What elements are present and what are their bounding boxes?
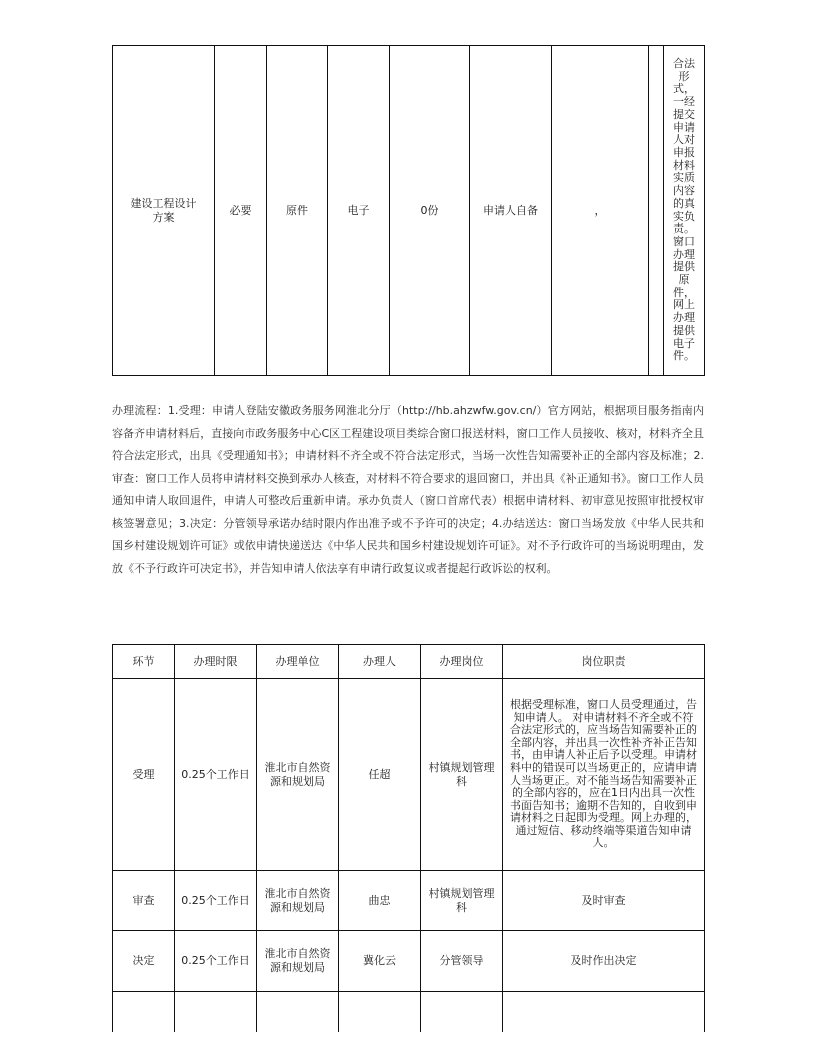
table-row-partial: [113, 992, 705, 1032]
table-row: [113, 931, 705, 992]
row-post: 村镇规划管理科: [421, 871, 503, 931]
materials-table: [112, 45, 705, 376]
row-person: 曲忠: [339, 871, 421, 931]
row-duty: 及时作出决定: [503, 931, 705, 992]
header-post: 办理岗位: [421, 645, 503, 679]
material-necessity: 必要: [215, 46, 267, 376]
material-type: 原件: [267, 46, 328, 376]
row-step: 审查: [113, 871, 175, 931]
header-person: 办理人: [339, 645, 421, 679]
empty-cell: [339, 992, 421, 1032]
empty-cell: [421, 992, 503, 1032]
row-time: 0.25个工作日: [175, 871, 257, 931]
process-description: 办理流程：1.受理：申请人登陆安徽政务服务网淮北分厅（http://hb.ahzwfw.gov.cn/）官方网站，根据项目服务指南内容备齐申请材料后，直接向市政务服务中心C区工程建设项目类综合窗口报送材料，窗口工作人员接收、核对，材料齐全且符合法定形式，出具《受理通知书》；申请材料不齐全或不符合法定形式，当场一次性告知需要补正的全部内容及标准；2.审查：窗口工作人员将申请材料交换到承办人核查，对材料不符合要求的退回窗口，并出具《补正通知书》。窗口工作人员通知申请人取回退件，申请人可整改后重新申请。承办负责人（窗口首席代表）根据申请材料、初审意见按照审批授权审核签署意见；3.决定：分管领导承诺办结时限内作出准予或不予许可的决定；4.办结送达：窗口当场发放《中华人民共和国乡村建设规划许可证》或依申请快递送达《中华人民共和国乡村建设规划许可证》。对不予行政许可的当场说明理由，发放《不予行政许可决定书》，并告知申请人依法享有申请行政复议或者提起行政诉讼的权利。: [112, 404, 704, 575]
row-duty: 根据受理标准，窗口人员受理通过，告知申请人。 对申请材料不齐全或不符合法定形式的，应当场告知需要补正的全部内容，并出具一次性补齐补正告知书，由申请人补正后予以受理。申请材料中的错误可以当场更正的，应请申请人当场更正。对不能当场告知需要补正的全部内容的，应在1日内出具一次性书面告知书；逾期不告知的，自收到申请材料之日起即为受理。网上办理的，通过短信、移动终端等渠道告知申请人。: [503, 679, 705, 871]
row-step: 受理: [113, 679, 175, 871]
row-time: 0.25个工作日: [175, 679, 257, 871]
material-name: 建设工程设计方案: [113, 46, 215, 376]
table-header-row: [113, 645, 705, 679]
row-unit: 淮北市自然资源和规划局: [257, 679, 339, 871]
row-post: 分管领导: [421, 931, 503, 992]
header-step: 环节: [113, 645, 175, 679]
row-time: 0.25个工作日: [175, 931, 257, 992]
header-duty: 岗位职责: [503, 645, 705, 679]
material-remarks: [664, 46, 705, 376]
material-copies: 0份: [390, 46, 470, 376]
material-row: [113, 46, 705, 376]
material-blank: [649, 46, 664, 376]
material-form: 电子: [328, 46, 390, 376]
empty-cell: [503, 992, 705, 1032]
material-remarks-text: 合法形式，一经提交申请人对申报材料实质内容的真实负责。窗口办理提供原件，网上办理提供电子件。: [673, 57, 695, 363]
material-mark: ，: [552, 46, 649, 376]
header-unit: 办理单位: [257, 645, 339, 679]
process-table: [112, 644, 705, 1032]
row-unit: 淮北市自然资源和规划局: [257, 871, 339, 931]
table-row: [113, 871, 705, 931]
empty-cell: [175, 992, 257, 1032]
row-duty: 及时审查: [503, 871, 705, 931]
row-step: 决定: [113, 931, 175, 992]
header-time: 办理时限: [175, 645, 257, 679]
row-post: 村镇规划管理科: [421, 679, 503, 871]
row-person: 任超: [339, 679, 421, 871]
table-row: [113, 679, 705, 871]
row-person: 冀化云: [339, 931, 421, 992]
empty-cell: [113, 992, 175, 1032]
empty-cell: [257, 992, 339, 1032]
row-unit: 淮北市自然资源和规划局: [257, 931, 339, 992]
material-source: 申请人自备: [470, 46, 552, 376]
